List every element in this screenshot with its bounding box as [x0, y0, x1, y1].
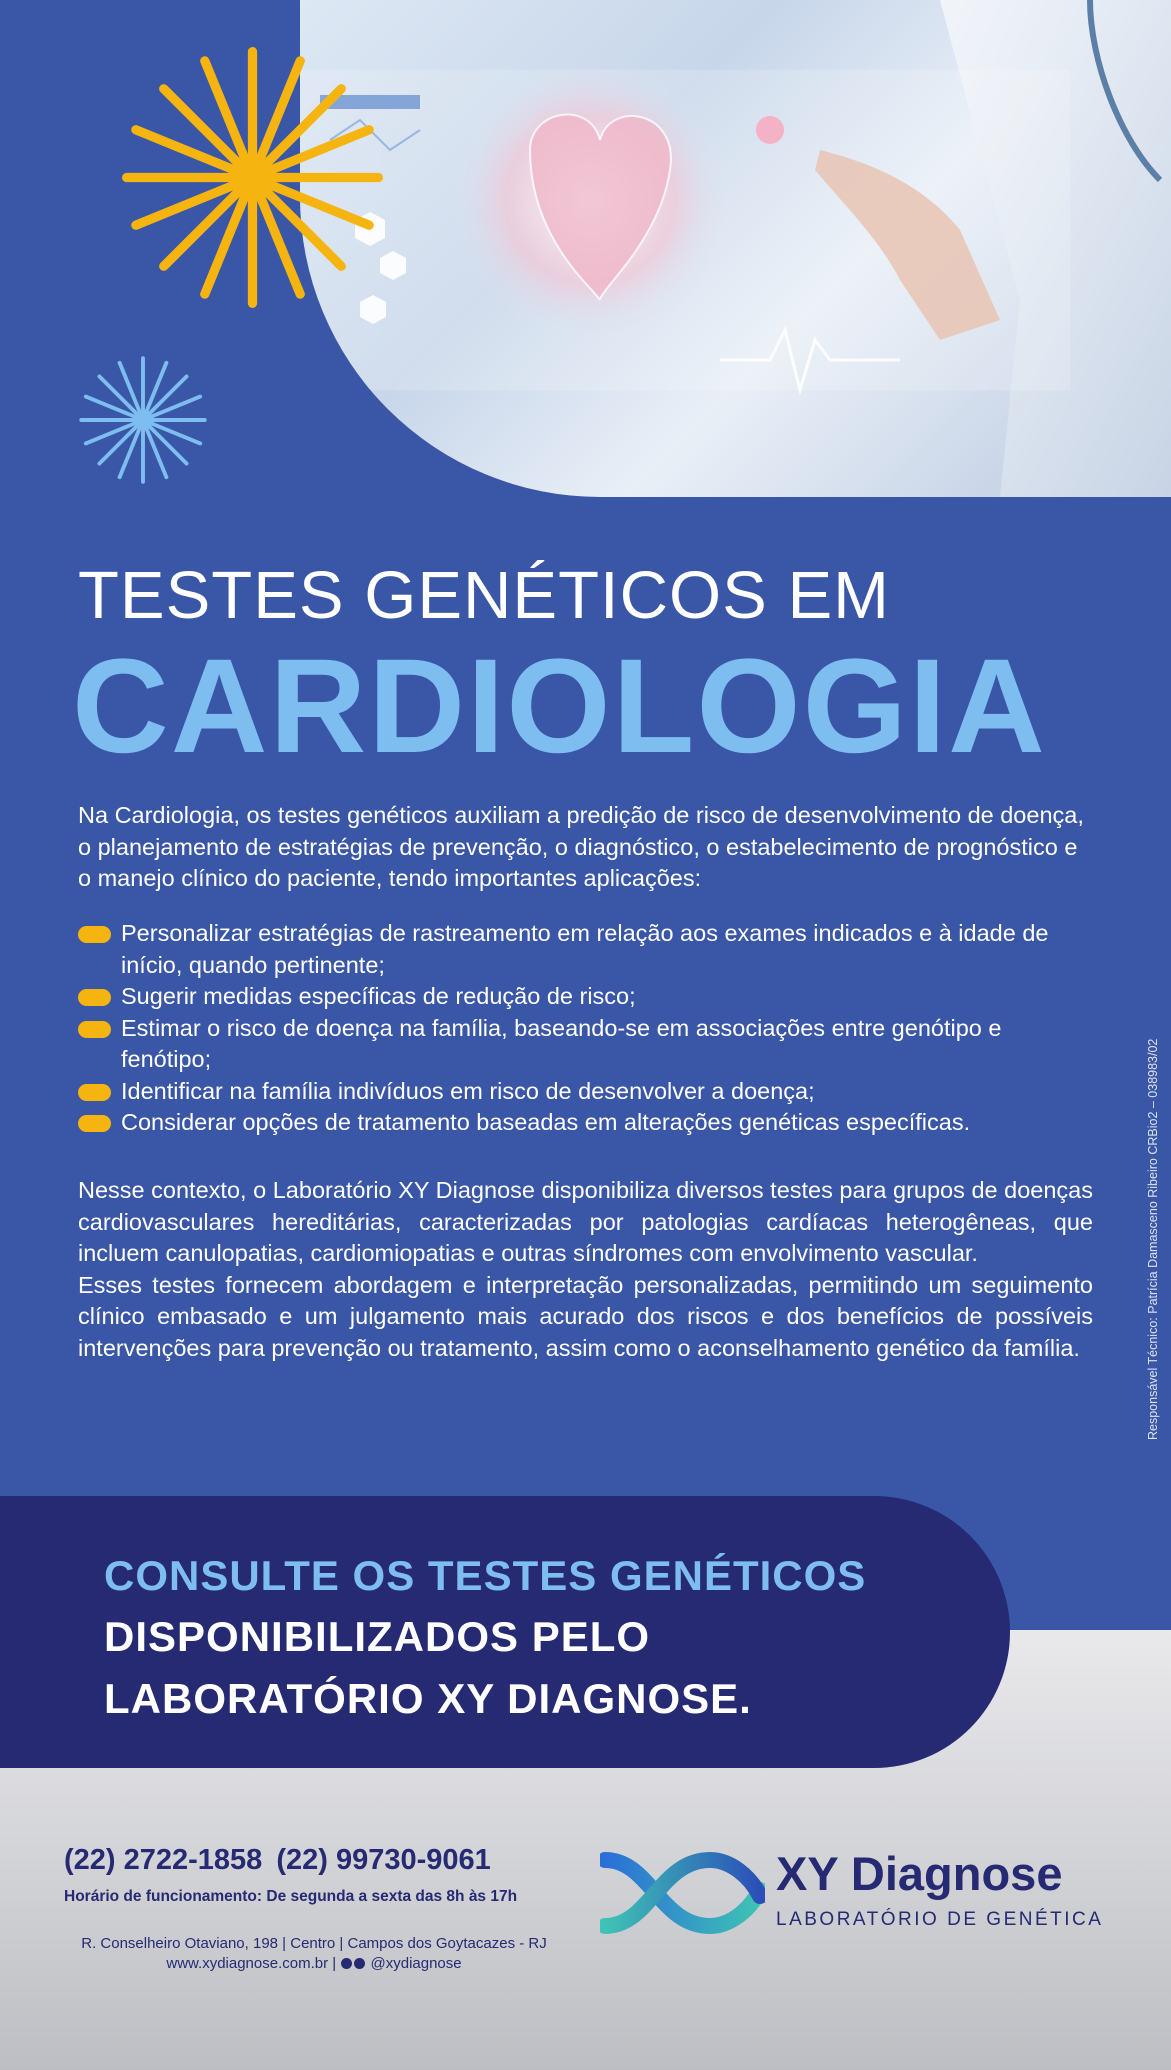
brand-name: XY Diagnose [776, 1847, 1063, 1900]
bullet-pill-icon [78, 1115, 111, 1132]
holographic-heart-illustration [300, 0, 1171, 497]
facebook-icon [354, 1958, 365, 1969]
sunburst-small-decoration-icon [78, 355, 208, 485]
context-paragraph-1: Nesse contexto, o Laboratório XY Diagnose disponibiliza diversos testes para grupos de doenças cardiovasculares hereditárias, caracterizadas por patologias cardíacas heterogêneas, que incluem canulopatias, cardiomiopatias e outras síndromes com envolvimento vascular. [78, 1177, 1093, 1266]
cta-line-1: CONSULTE OS TESTES GENÉTICOS [104, 1552, 867, 1599]
cta-line-3: LABORATÓRIO XY DIAGNOSE. [104, 1675, 752, 1722]
title-line-2: CARDIOLOGIA [72, 632, 1047, 781]
address: R. Conselheiro Otaviano, 198 | Centro | Campos dos Goytacazes - RJ [81, 1935, 547, 1952]
xy-dna-logo-icon [600, 1850, 765, 1936]
hero-image [300, 0, 1171, 497]
bullet-pill-icon [78, 989, 111, 1006]
bullet-pill-icon [78, 1084, 111, 1101]
phone-numbers [64, 1844, 584, 1877]
bullet-pill-icon [78, 1021, 111, 1038]
list-item [78, 918, 1098, 981]
bullet-pill-icon [78, 926, 111, 943]
list-item [78, 981, 1098, 1013]
list-item-text: Personalizar estratégias de rastreamento em relação aos exames indicados e à idade de início, quando pertinente; [121, 920, 1049, 978]
web-and-social: www.xydiagnose.com.br | @xydiagnose [166, 1955, 462, 1972]
intro-paragraph: Na Cardiologia, os testes genéticos auxiliam a predição de risco de desenvolvimento de doença, o planejamento de estratégias de prevenção, o diagnóstico, o estabelecimento de prognóstico e o manejo clínico do paciente, tendo importantes aplicações: [78, 802, 1084, 891]
website-link[interactable]: www.xydiagnose.com.br [166, 1955, 329, 1972]
technical-responsible-credit: Responsável Técnico: Patrícia Damasceno Ribeiro CRBio2 – 038983/02 [1146, 1038, 1160, 1440]
title-line-1: TESTES GENÉTICOS EM [78, 558, 890, 633]
instagram-icon [341, 1958, 352, 1969]
list-item [78, 1107, 1098, 1139]
cta-line-2: DISPONIBILIZADOS PELO [104, 1613, 651, 1660]
context-section [78, 1175, 1093, 1364]
list-item-text: Sugerir medidas específicas de redução de risco; [121, 983, 636, 1009]
business-hours: Horário de funcionamento: De segunda a sexta das 8h às 17h [64, 1888, 518, 1905]
phone-landline[interactable]: (22) 2722-1858 [64, 1844, 263, 1876]
context-paragraph-2: Esses testes fornecem abordagem e interpretação personalizadas, permitindo um seguimento clínico embasado e um julgamento mais acurado dos riscos e dos benefícios de possíveis intervenções para prevenção ou tratamento, assim como o aconselhamento genético da família. [78, 1271, 1093, 1361]
list-item-text: Estimar o risco de doença na família, baseando-se em associações entre genótipo e fenótipo; [121, 1014, 1002, 1072]
social-handle[interactable]: @xydiagnose [370, 1955, 462, 1972]
brand-subtitle: LABORATÓRIO DE GENÉTICA [776, 1909, 1104, 1930]
sunburst-decoration-icon [120, 45, 385, 310]
list-item-text: Identificar na família indivíduos em risco de desenvolver a doença; [121, 1077, 815, 1104]
applications-list [78, 918, 1098, 1139]
list-item [78, 1076, 1098, 1108]
phone-mobile[interactable]: (22) 99730-9061 [276, 1844, 491, 1876]
list-item [78, 1013, 1098, 1076]
list-item-text: Considerar opções de tratamento baseadas em alterações genéticas específicas. [121, 1109, 971, 1135]
